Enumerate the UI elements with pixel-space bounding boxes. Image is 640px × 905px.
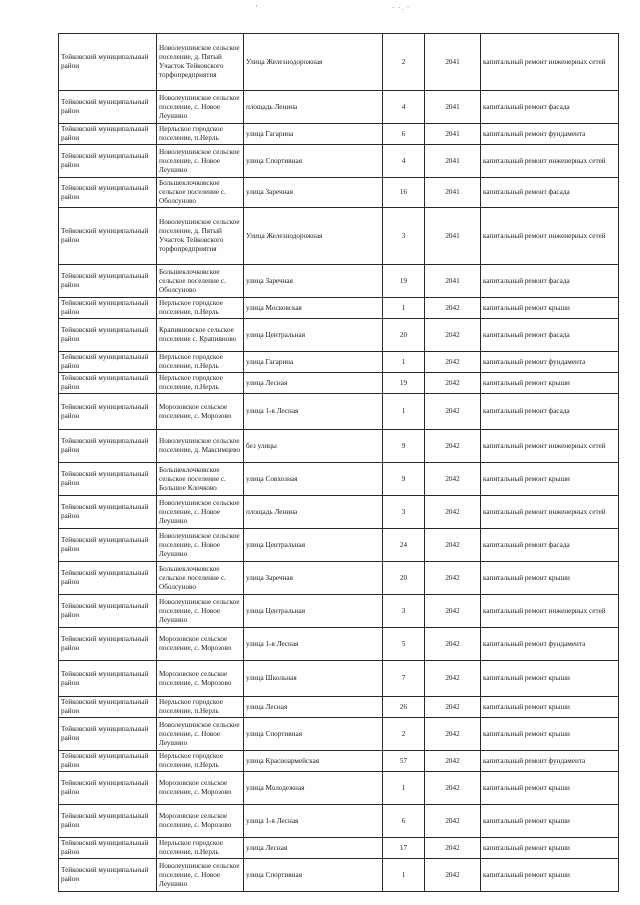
settlement-cell: Новолеушинское сельское поселение, с. Новое Леушино [157, 91, 244, 124]
settlement-cell: Нерльское городское поселение, п.Нерль [157, 373, 244, 394]
district-cell: Тейковский муниципальный район [59, 34, 157, 91]
house-number-cell: 1 [383, 298, 425, 319]
district-cell: Тейковский муниципальный район [59, 208, 157, 265]
year-cell: 2042 [425, 805, 481, 838]
house-number-cell: 9 [383, 463, 425, 496]
settlement-cell: Морозовское сельское поселение, с. Морозово [157, 628, 244, 661]
work-type-cell: капитальный ремонт крыши [481, 805, 619, 838]
house-number-cell: 19 [383, 373, 425, 394]
table-row [59, 145, 619, 178]
district-cell: Тейковский муниципальный район [59, 145, 157, 178]
table-row [59, 529, 619, 562]
work-type-cell: капитальный ремонт фундамента [481, 751, 619, 772]
street-cell: улица Молодежная [244, 772, 383, 805]
house-number-cell: 3 [383, 208, 425, 265]
work-type-cell: капитальный ремонт фундамента [481, 352, 619, 373]
year-cell: 2042 [425, 298, 481, 319]
house-number-cell: 57 [383, 751, 425, 772]
street-cell: улица Центральная [244, 529, 383, 562]
table-row [59, 496, 619, 529]
district-cell: Тейковский муниципальный район [59, 394, 157, 430]
district-cell: Тейковский муниципальный район [59, 298, 157, 319]
settlement-cell: Нерльское городское поселение, п.Нерль [157, 751, 244, 772]
table-row [59, 34, 619, 91]
settlement-cell: Нерльское городское поселение, п.Нерль [157, 352, 244, 373]
work-type-cell: капитальный ремонт фундамента [481, 124, 619, 145]
street-cell: улица Лесная [244, 838, 383, 859]
table-row [59, 394, 619, 430]
table-row [59, 463, 619, 496]
settlement-cell: Нерльское городское поселение, п.Нерль [157, 697, 244, 718]
settlement-cell: Новолеушинское сельское поселение, с. Новое Леушино [157, 859, 244, 892]
street-cell: улица Гагарина [244, 124, 383, 145]
work-type-cell: капитальный ремонт инженерных сетей [481, 430, 619, 463]
year-cell: 2042 [425, 562, 481, 595]
street-cell: улица Заречная [244, 178, 383, 208]
work-type-cell: капитальный ремонт фасада [481, 91, 619, 124]
settlement-cell: Новолеушинское сельское поселение, д. Пятый Участок Тейковского торфопредприятия [157, 208, 244, 265]
scan-mark-top-right: · ·. · [392, 4, 411, 12]
year-cell: 2042 [425, 751, 481, 772]
year-cell: 2042 [425, 859, 481, 892]
work-type-cell: капитальный ремонт инженерных сетей [481, 595, 619, 628]
district-cell: Тейковский муниципальный район [59, 718, 157, 751]
work-type-cell: капитальный ремонт фасада [481, 178, 619, 208]
district-cell: Тейковский муниципальный район [59, 838, 157, 859]
work-type-cell: капитальный ремонт крыши [481, 772, 619, 805]
house-number-cell: 19 [383, 265, 425, 298]
street-cell: улица Центральная [244, 595, 383, 628]
settlement-cell: Новолеушинское сельское поселение, с. Новое Леушино [157, 595, 244, 628]
house-number-cell: 17 [383, 838, 425, 859]
district-cell: Тейковский муниципальный район [59, 661, 157, 697]
scan-mark-top-center: ' [256, 4, 259, 12]
district-cell: Тейковский муниципальный район [59, 697, 157, 718]
table-row [59, 265, 619, 298]
house-number-cell: 7 [383, 661, 425, 697]
year-cell: 2042 [425, 319, 481, 352]
table-row [59, 751, 619, 772]
district-cell: Тейковский муниципальный район [59, 772, 157, 805]
year-cell: 2042 [425, 430, 481, 463]
settlement-cell: Новолеушинское сельское поселение, с. Новое Леушино [157, 718, 244, 751]
district-cell: Тейковский муниципальный район [59, 562, 157, 595]
table-row [59, 124, 619, 145]
settlement-cell: Большеклочковское сельское поселение с. Оболсуново [157, 562, 244, 595]
district-cell: Тейковский муниципальный район [59, 628, 157, 661]
street-cell: Улица Железнодорожная [244, 208, 383, 265]
settlement-cell: Нерльское городское поселение, п.Нерль [157, 124, 244, 145]
settlement-cell: Крапивновское сельское поселение с. Крапивново [157, 319, 244, 352]
year-cell: 2041 [425, 265, 481, 298]
district-cell: Тейковский муниципальный район [59, 463, 157, 496]
year-cell: 2042 [425, 628, 481, 661]
table-row [59, 208, 619, 265]
street-cell: площадь Ленина [244, 496, 383, 529]
settlement-cell: Нерльское городское поселение, п.Нерль [157, 838, 244, 859]
table-row [59, 718, 619, 751]
street-cell: улица 1-я Лесная [244, 805, 383, 838]
house-number-cell: 1 [383, 394, 425, 430]
year-cell: 2042 [425, 718, 481, 751]
street-cell: улица 1-я Лесная [244, 628, 383, 661]
table-row [59, 91, 619, 124]
table-body [59, 34, 619, 892]
table-row [59, 697, 619, 718]
settlement-cell: Новолеушинское сельское поселение, д. Максимцево [157, 430, 244, 463]
street-cell: улица Московская [244, 298, 383, 319]
settlement-cell: Большеклочковское сельское поселение с. Оболсуново [157, 178, 244, 208]
year-cell: 2041 [425, 91, 481, 124]
district-cell: Тейковский муниципальный район [59, 805, 157, 838]
work-type-cell: капитальный ремонт фасада [481, 265, 619, 298]
district-cell: Тейковский муниципальный район [59, 859, 157, 892]
street-cell: улица Заречная [244, 265, 383, 298]
settlement-cell: Большеклочковское сельское поселение с. Оболсуново [157, 265, 244, 298]
work-type-cell: капитальный ремонт крыши [481, 298, 619, 319]
street-cell: улица Лесная [244, 373, 383, 394]
work-type-cell: капитальный ремонт фундамента [481, 628, 619, 661]
table-row [59, 178, 619, 208]
settlement-cell: Новолеушинское сельское поселение, с. Новое Леушино [157, 145, 244, 178]
year-cell: 2041 [425, 208, 481, 265]
table-row [59, 859, 619, 892]
table-row [59, 430, 619, 463]
work-type-cell: капитальный ремонт фасада [481, 394, 619, 430]
work-type-cell: капитальный ремонт крыши [481, 718, 619, 751]
district-cell: Тейковский муниципальный район [59, 265, 157, 298]
settlement-cell: Новолеушинское сельское поселение, д. Пятый Участок Тейковского торфопредприятия [157, 34, 244, 91]
year-cell: 2042 [425, 661, 481, 697]
district-cell: Тейковский муниципальный район [59, 319, 157, 352]
house-number-cell: 1 [383, 859, 425, 892]
street-cell: площадь Ленина [244, 91, 383, 124]
year-cell: 2041 [425, 34, 481, 91]
work-type-cell: капитальный ремонт крыши [481, 859, 619, 892]
settlement-cell: Морозовское сельское поселение, с. Морозово [157, 772, 244, 805]
year-cell: 2041 [425, 178, 481, 208]
street-cell: улица Спортивная [244, 718, 383, 751]
table-row [59, 661, 619, 697]
year-cell: 2041 [425, 124, 481, 145]
table-row [59, 562, 619, 595]
house-number-cell: 3 [383, 595, 425, 628]
work-type-cell: капитальный ремонт инженерных сетей [481, 145, 619, 178]
house-number-cell: 26 [383, 697, 425, 718]
district-cell: Тейковский муниципальный район [59, 496, 157, 529]
year-cell: 2041 [425, 145, 481, 178]
street-cell: без улицы [244, 430, 383, 463]
house-number-cell: 6 [383, 805, 425, 838]
district-cell: Тейковский муниципальный район [59, 751, 157, 772]
table-row [59, 595, 619, 628]
table-row [59, 352, 619, 373]
street-cell: улица Лесная [244, 697, 383, 718]
year-cell: 2042 [425, 352, 481, 373]
house-number-cell: 1 [383, 772, 425, 805]
district-cell: Тейковский муниципальный район [59, 352, 157, 373]
work-type-cell: капитальный ремонт крыши [481, 661, 619, 697]
house-number-cell: 2 [383, 718, 425, 751]
table-row [59, 319, 619, 352]
house-number-cell: 5 [383, 628, 425, 661]
street-cell: улица Спортивная [244, 145, 383, 178]
table-row [59, 373, 619, 394]
house-number-cell: 9 [383, 430, 425, 463]
work-type-cell: капитальный ремонт фасада [481, 319, 619, 352]
district-cell: Тейковский муниципальный район [59, 178, 157, 208]
year-cell: 2042 [425, 373, 481, 394]
settlement-cell: Большеклочковское сельское поселение с. Большое Клочково [157, 463, 244, 496]
street-cell: улица Заречная [244, 562, 383, 595]
work-type-cell: капитальный ремонт крыши [481, 373, 619, 394]
year-cell: 2042 [425, 838, 481, 859]
year-cell: 2042 [425, 394, 481, 430]
repair-schedule-table [58, 33, 619, 892]
table-row [59, 838, 619, 859]
work-type-cell: капитальный ремонт крыши [481, 697, 619, 718]
district-cell: Тейковский муниципальный район [59, 124, 157, 145]
work-type-cell: капитальный ремонт инженерных сетей [481, 34, 619, 91]
work-type-cell: капитальный ремонт фасада [481, 529, 619, 562]
house-number-cell: 16 [383, 178, 425, 208]
work-type-cell: капитальный ремонт крыши [481, 838, 619, 859]
street-cell: улица Красноармейская [244, 751, 383, 772]
street-cell: улица Центральная [244, 319, 383, 352]
settlement-cell: Новолеушинское сельское поселение, с. Новое Леушино [157, 529, 244, 562]
work-type-cell: капитальный ремонт инженерных сетей [481, 496, 619, 529]
settlement-cell: Морозовское сельское поселение, с. Морозово [157, 805, 244, 838]
year-cell: 2042 [425, 595, 481, 628]
house-number-cell: 3 [383, 496, 425, 529]
year-cell: 2042 [425, 697, 481, 718]
street-cell: улица Школьная [244, 661, 383, 697]
table-row [59, 772, 619, 805]
table-row [59, 805, 619, 838]
house-number-cell: 4 [383, 145, 425, 178]
settlement-cell: Морозовское сельское поселение, с. Морозово [157, 661, 244, 697]
house-number-cell: 1 [383, 352, 425, 373]
street-cell: улица Спортивная [244, 859, 383, 892]
settlement-cell: Новолеушинское сельское поселение, с. Новое Леушино [157, 496, 244, 529]
house-number-cell: 4 [383, 91, 425, 124]
district-cell: Тейковский муниципальный район [59, 529, 157, 562]
year-cell: 2042 [425, 463, 481, 496]
year-cell: 2042 [425, 772, 481, 805]
work-type-cell: капитальный ремонт крыши [481, 562, 619, 595]
work-type-cell: капитальный ремонт инженерных сетей [481, 208, 619, 265]
district-cell: Тейковский муниципальный район [59, 430, 157, 463]
table-row [59, 298, 619, 319]
street-cell: улица 1-я Лесная [244, 394, 383, 430]
house-number-cell: 24 [383, 529, 425, 562]
district-cell: Тейковский муниципальный район [59, 373, 157, 394]
street-cell: Улица Железнодорожная [244, 34, 383, 91]
house-number-cell: 20 [383, 319, 425, 352]
district-cell: Тейковский муниципальный район [59, 91, 157, 124]
settlement-cell: Нерльское городское поселение, п.Нерль [157, 298, 244, 319]
street-cell: улица Совхозная [244, 463, 383, 496]
house-number-cell: 6 [383, 124, 425, 145]
house-number-cell: 2 [383, 34, 425, 91]
street-cell: улица Гагарина [244, 352, 383, 373]
year-cell: 2042 [425, 529, 481, 562]
settlement-cell: Морозовское сельское поселение, с. Морозово [157, 394, 244, 430]
table-row [59, 628, 619, 661]
house-number-cell: 20 [383, 562, 425, 595]
year-cell: 2042 [425, 496, 481, 529]
district-cell: Тейковский муниципальный район [59, 595, 157, 628]
work-type-cell: капитальный ремонт крыши [481, 463, 619, 496]
